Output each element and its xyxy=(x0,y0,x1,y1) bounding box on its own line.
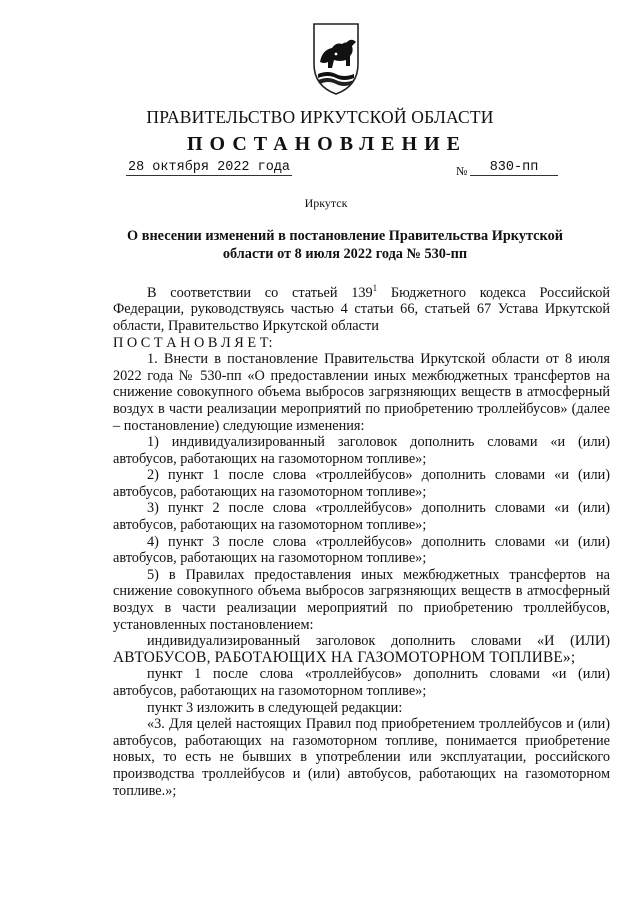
document-type: ПОСТАНОВЛЕНИЕ xyxy=(187,133,467,155)
subitem-1: 1) индивидуализированный заголовок дополнить словами «и (или) автобусов, работающих на газомоторном топливе»; xyxy=(113,434,610,467)
resolves-line: П О С Т А Н О В Л Я Е Т: xyxy=(113,334,273,351)
subitem-2: 2) пункт 1 после слова «троллейбусов» дополнить словами «и (или) автобусов, работающих на газомоторном топливе»; xyxy=(113,467,610,500)
subitem-5c: пункт 3 изложить в следующей редакции: xyxy=(147,699,403,716)
subitem-5a-line2: АВТОБУСОВ, РАБОТАЮЩИХ НА ГАЗОМОТОРНОМ ТОПЛИВЕ»; xyxy=(113,648,576,666)
city: Иркутск xyxy=(304,196,348,210)
subitem-5d: «3. Для целей настоящих Правил под приобретением троллейбусов и (или) автобусов, работающих на газомоторном топливе, понимается приобретение новых, то есть не бывших в употреблении или эксплуатации, российского производства троллейбусов и (или) автобусов, работающих на газомоторном топливе.»; xyxy=(113,716,610,799)
subitem-5: 5) в Правилах предоставления иных межбюджетных трансфертов на снижение совокупного объема выбросов загрязняющих веществ в атмосферный воздух в части реализации мероприятий по приобретению троллейбусов, установленных постановлением: xyxy=(113,566,610,633)
subitem-5a-line1: индивидуализированный заголовок дополнить словами «И (ИЛИ) xyxy=(147,633,610,650)
date-value: 28 октября 2022 года xyxy=(128,160,291,175)
preamble-superscript: 1 xyxy=(372,283,378,293)
document-date xyxy=(126,160,292,175)
subitem-4: 4) пункт 3 после слова «троллейбусов» дополнить словами «и (или) автобусов, работающих на газомоторном топливе»; xyxy=(113,533,610,567)
subitem-5b: пункт 1 после слова «троллейбусов» дополнить словами «и (или) автобусов, работающих на газомоторном топливе»; xyxy=(113,666,610,700)
preamble: В соответствии со статьей $139^1$ Бюджетного кодекса Российской Федерации, руководствуясь частью 4 статьи 66, статьей 67 Устава Иркутской области, Правительство Иркутской области xyxy=(113,283,610,334)
document-number: 830-пп xyxy=(470,160,558,176)
document-title: О внесении изменений в постановление Правительства Иркутской области от 8 июля 2022 года № 530-пп xyxy=(127,228,563,262)
subitem-3: 3) пункт 2 после слова «троллейбусов» дополнить словами «и (или) автобусов, работающих на газомоторном топливе»; xyxy=(113,500,610,534)
coat-of-arms-icon xyxy=(306,18,366,96)
document-body xyxy=(113,280,610,799)
number-label: № xyxy=(456,164,468,178)
government-name: ПРАВИТЕЛЬСТВО ИРКУТСКОЙ ОБЛАСТИ xyxy=(146,107,494,127)
paragraph-1: 1. Внести в постановление Правительства Иркутской области от 8 июля 2022 года № 530-пп «О предоставлении иных межбюджетных трансфертов на снижение совокупного объема выбросов загрязняющих веществ в атмосферный воздух в части реализации мероприятий по приобретению троллейбусов» (далее – постановление) следующие изменения: xyxy=(113,351,610,434)
